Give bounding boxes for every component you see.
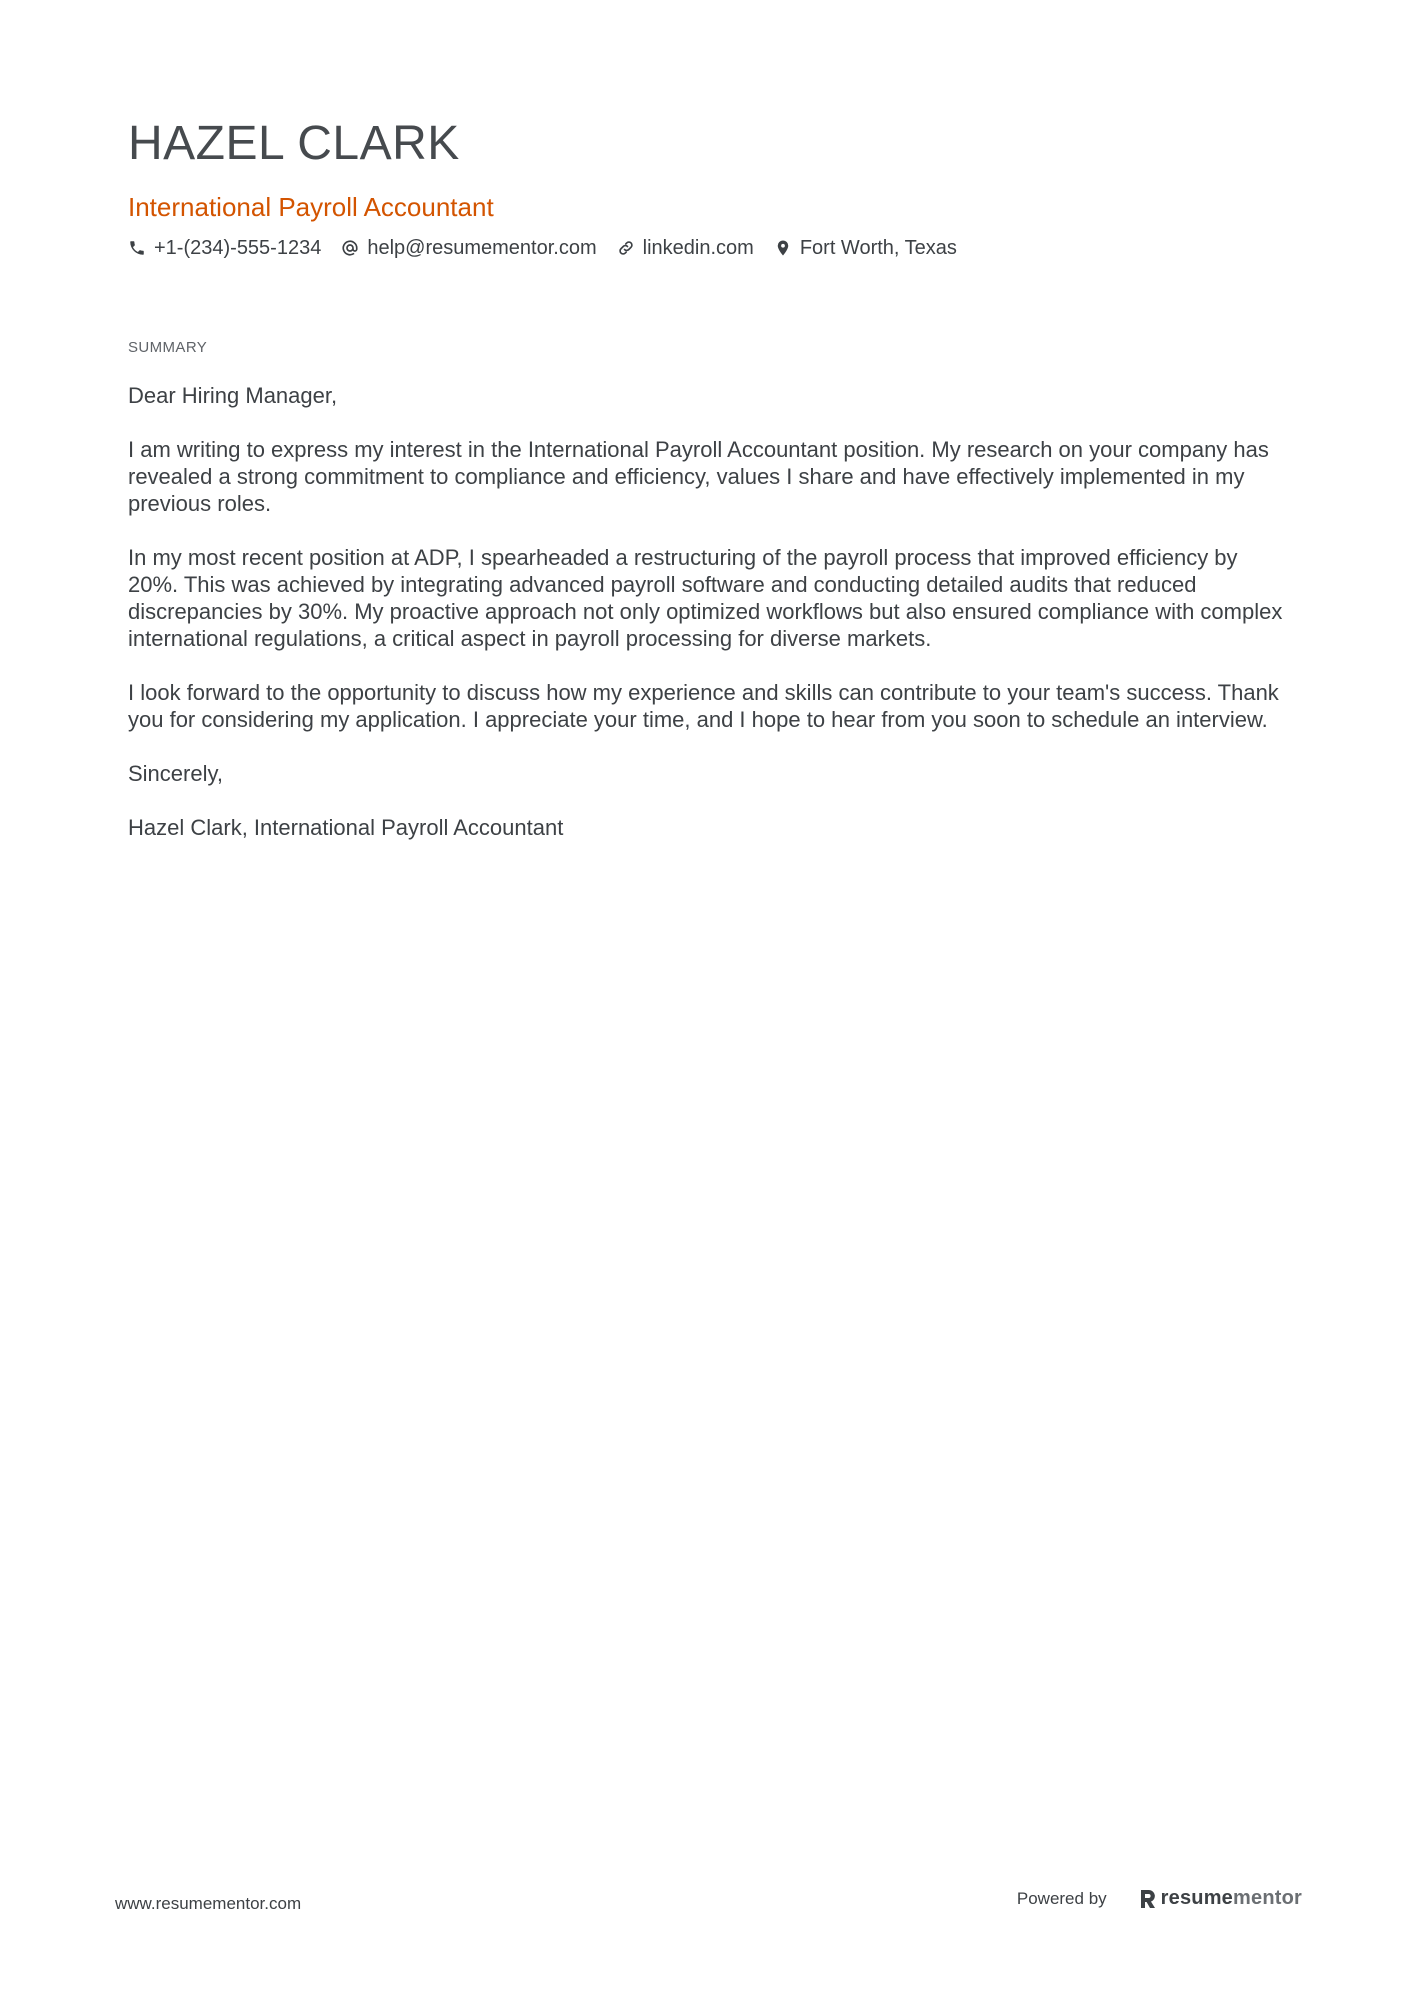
letter-paragraph: I look forward to the opportunity to discuss how my experience and skills can contribute to your team's success. Thank you for considering my application. I appreciate your time, and I hope to hear from you soon to schedule an interview.	[128, 680, 1279, 732]
at-icon	[341, 239, 359, 257]
contact-link-text[interactable]: linkedin.com	[642, 237, 754, 259]
candidate-name: HAZEL CLARK	[128, 117, 460, 170]
letter-greeting: Dear Hiring Manager,	[128, 383, 338, 408]
letter-signature: Hazel Clark, International Payroll Accountant	[128, 815, 564, 840]
contact-location	[774, 234, 957, 262]
phone-icon	[128, 239, 146, 257]
footer-website[interactable]: www.resumementor.com	[115, 1894, 302, 1913]
brand-name-part2: mentor	[1233, 1887, 1302, 1909]
brand-name-part1: resume	[1160, 1887, 1234, 1909]
letter-body	[128, 382, 1288, 868]
contact-phone-text: +1-(234)-555-1234	[154, 237, 322, 259]
letter-paragraph: In my most recent position at ADP, I spearheaded a restructuring of the payroll process that improved efficiency by 20%. This was achieved by integrating advanced payroll software and conducting detailed audits that reduced discrepancies by 30%. My proactive approach not only optimized workflows but also ensured compliance with complex international regulations, a critical aspect in payroll processing for diverse markets.	[128, 545, 1283, 651]
contact-row	[128, 234, 1278, 262]
brand-logo[interactable]	[1139, 1887, 1302, 1910]
contact-email[interactable]	[341, 234, 596, 262]
letter-paragraph: I am writing to express my interest in the International Payroll Accountant position. My research on your company has revealed a strong commitment to compliance and efficiency, values I share and have effectively implemented in my previous roles.	[128, 437, 1269, 516]
footer-branding	[1017, 1887, 1302, 1910]
header	[128, 112, 1278, 262]
location-pin-icon	[774, 239, 792, 257]
contact-link[interactable]	[617, 234, 754, 262]
contact-email-text[interactable]: help@resumementor.com	[367, 237, 597, 259]
candidate-title: International Payroll Accountant	[128, 192, 494, 222]
summary-heading: SUMMARY	[128, 339, 208, 356]
contact-location-text: Fort Worth, Texas	[799, 237, 957, 259]
powered-by-label: Powered by	[1016, 1888, 1107, 1908]
contact-phone	[128, 234, 321, 262]
resumementor-logo-icon	[1139, 1888, 1157, 1910]
link-icon	[617, 239, 635, 257]
letter-closing: Sincerely,	[128, 761, 223, 786]
